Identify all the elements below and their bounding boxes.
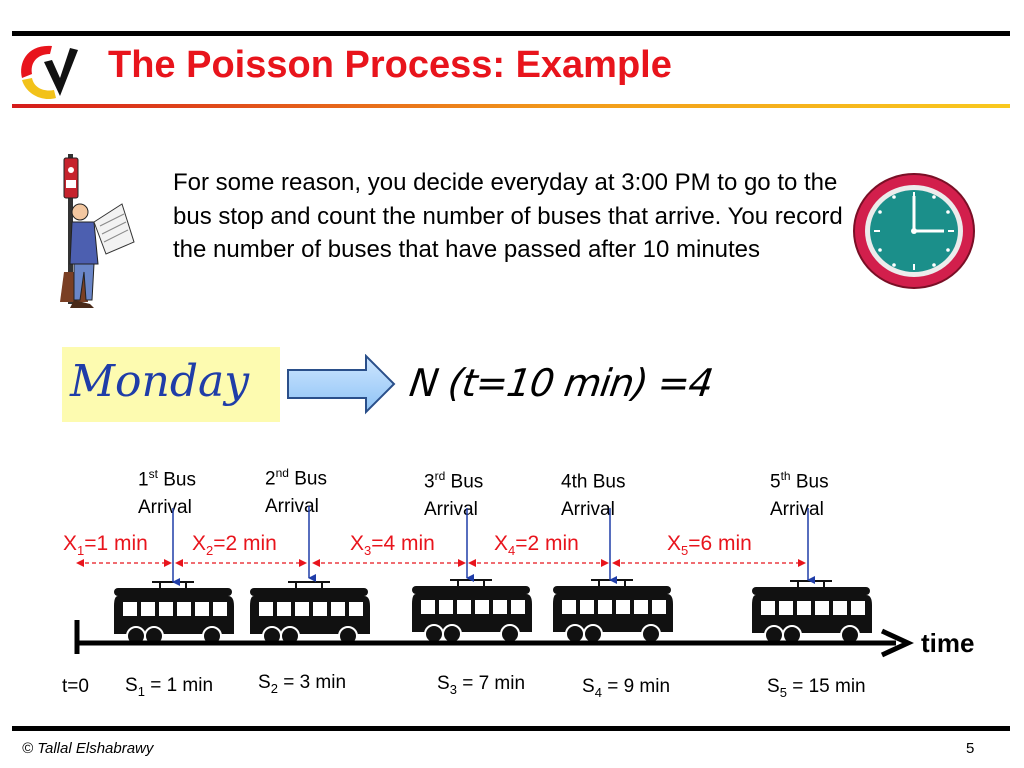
origin-label: t=0 (62, 676, 89, 697)
footer-copyright: © Tallal Elshabrawy (22, 740, 154, 757)
clock-icon (852, 172, 976, 290)
header-gradient-bar (12, 104, 1010, 108)
arrival-arrows (173, 506, 808, 582)
bus-3-icon (412, 580, 532, 643)
arrival-time-1: $S_1 = 1$ min (125, 675, 214, 699)
arrival-label-5: 5th Bus Arrival (770, 469, 829, 521)
arrival-label-3: 3rd Bus Arrival (424, 469, 484, 521)
page-title: The Poisson Process: Example (108, 44, 672, 86)
arrival-time-3: $S_3 = 7$ min (437, 673, 526, 697)
arrival-label-1: 1st Bus Arrival (138, 467, 196, 519)
interval-label-5: $X_5=6$ min (667, 532, 752, 559)
bus-4-icon (553, 580, 673, 643)
arrival-label-2: 2nd Bus Arrival (265, 466, 327, 518)
interval-label-3: $X_3=4$ min (350, 532, 435, 559)
interval-label-4: $X_4=2$ min (494, 532, 579, 559)
arrival-time-5: $S_5 = 15$ min (767, 676, 866, 700)
count-formula: N (t=10 min) =4 (406, 361, 716, 405)
page-number: 5 (966, 740, 975, 757)
bus-2-icon (250, 582, 370, 645)
bus-1-icon (114, 582, 234, 645)
interval-label-1: $X_1=1$ min (63, 532, 148, 559)
problem-description: For some reason, you decide everyday at 3:00 PM to go to the bus stop and count the number of buses that arrive. You record the number of buses that have passed after 10 minutes (173, 169, 843, 263)
arrival-label-4: 4th Bus Arrival (561, 471, 626, 521)
day-label: Monday (70, 356, 250, 407)
logo-icon (14, 40, 84, 104)
interval-label-2: $X_2=2$ min (192, 532, 277, 559)
bus-5-icon (752, 581, 872, 644)
arrival-time-2: $S_2 = 3$ min (258, 672, 347, 696)
footer-bar (12, 726, 1010, 731)
right-arrow-icon (286, 354, 398, 416)
arrival-time-4: $S_4 = 9$ min (582, 676, 671, 700)
header-top-bar (12, 31, 1010, 36)
man-reading-icon (50, 152, 136, 310)
time-axis-label: time (921, 628, 975, 658)
timeline-diagram (0, 500, 1024, 670)
